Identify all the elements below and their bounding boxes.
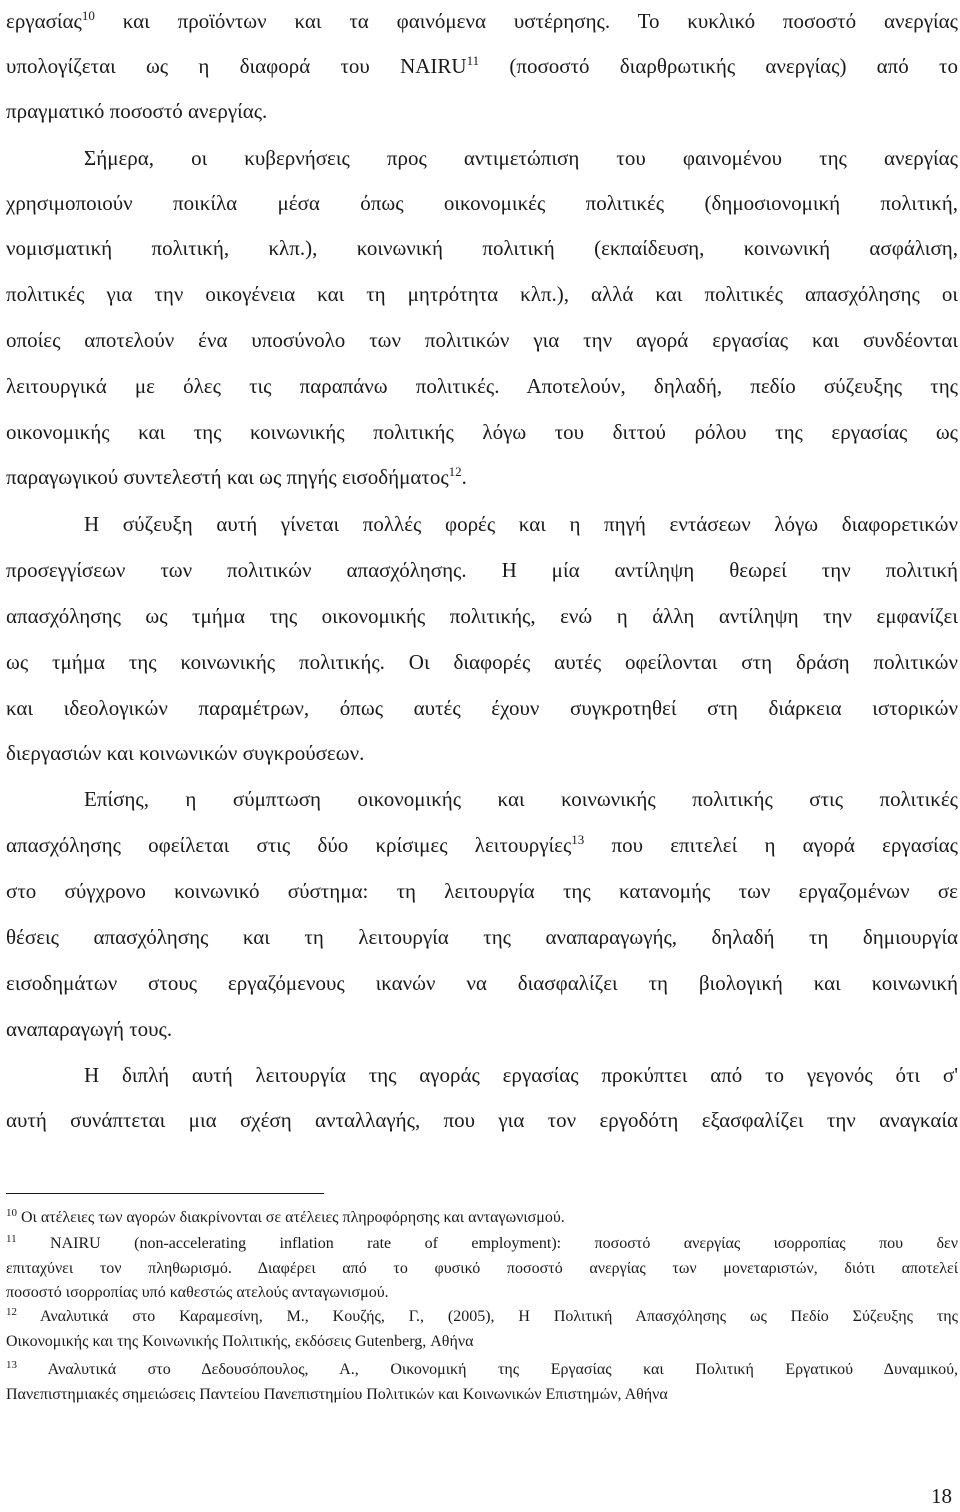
footnote-text: Αναλυτικά στο Δεδουσόπουλος, Α., Οικονομική της Εργασίας και Πολιτική Εργατικού Δυναμικού, [17,1361,958,1378]
body-text: παραγωγικού συντελεστή και ως πηγής εισοδήματος [6,465,449,489]
footnote-ref: 13 [571,832,585,847]
body-line: οποίες αποτελούν ένα υποσύνολο των πολιτικών για την αγορά εργασίας και συνδέονται [6,328,958,352]
footnote-line: ποσοστό ισορροπίας υπό καθεστώς ατελούς ανταγωνισμού. [6,1284,389,1301]
body-line [6,832,958,857]
footnote-marker: 12 [6,1306,17,1318]
body-line: και ιδεολογικών παραμέτρων, όπως αυτές έχουν συγκροτηθεί στη διάρκεια ιστορικών [6,696,958,720]
body-text: εργασίας [6,9,82,33]
page-number: 18 [931,1484,952,1508]
footnote-text: NAIRU (non-accelerating inflation rate of employment): ποσοστό ανεργίας ισορροπίας που δεν [16,1235,958,1252]
body-line [6,464,467,489]
body-line: προσεγγίσεων των πολιτικών απασχόλησης. Η μία αντίληψη θεωρεί την πολιτική [6,558,958,582]
footnote-text: Οι ατέλειες των αγορών διακρίνονται σε ατέλειες πληροφόρησης και ανταγωνισμού. [17,1209,565,1226]
footnote-ref: 10 [81,8,95,23]
footnote-separator [6,1193,324,1194]
body-line: οικονομικής και της κοινωνικής πολιτικής λόγω του διττού ρόλου της εργασίας ως [6,420,958,444]
footnote-marker: 10 [6,1207,17,1219]
footnote-ref: 12 [448,464,462,479]
body-line: εισοδημάτων στους εργαζόμενους ικανών να διασφαλίζει τη βιολογική και κοινωνική [6,971,958,995]
body-line: πολιτικές για την οικογένεια και τη μητρότητα κλπ.), αλλά και πολιτικές απασχόλησης οι [6,282,958,306]
body-text: (ποσοστό διαρθρωτικής ανεργίας) από το [479,54,958,78]
body-line: διεργασιών και κοινωνικών συγκρούσεων. [6,741,365,765]
body-line: πραγματικό ποσοστό ανεργίας. [6,99,268,123]
body-text: και προϊόντων και τα φαινόμενα υστέρησης. Το κυκλικό ποσοστό ανεργίας [94,9,958,33]
body-text: που επιτελεί η αγορά εργασίας [584,833,958,857]
footnote-10 [6,1207,565,1226]
body-line: Η διπλή αυτή λειτουργία της αγοράς εργασίας προκύπτει από το γεγονός ότι σ' [84,1063,958,1087]
footnote-line: Οικονομικής και της Κοινωνικής Πολιτικής, εκδόσεις Gutenberg, Αθήνα [6,1333,474,1350]
footnote-13 [6,1359,958,1378]
body-line: νομισματική πολιτική, κλπ.), κοινωνική πολιτική (εκπαίδευση, κοινωνική ασφάλιση, [6,236,958,260]
body-line: Σήμερα, οι κυβερνήσεις προς αντιμετώπιση του φαινομένου της ανεργίας [84,146,958,170]
footnote-line: Πανεπιστημιακές σημειώσεις Παντείου Πανεπιστημίου Πολιτικών και Κοινωνικών Επιστημών, Αθήνα [6,1386,668,1403]
body-line: χρησιμοποιούν ποικίλα μέσα όπως οικονομικές πολιτικές (δημοσιονομική πολιτική, [6,191,958,215]
body-line: απασχόλησης ως τμήμα της οικονομικής πολιτικής, ενώ η άλλη αντίληψη την εμφανίζει [6,604,958,628]
footnote-line: επιταχύνει τον πληθωρισμό. Διαφέρει από το φυσικό ποσοστό ανεργίας των μονεταριστών, διότι αποτελεί [6,1260,958,1277]
body-line: αυτή συνάπτεται μια σχέση ανταλλαγής, που για τον εργοδότη εξασφαλίζει την αναγκαία [6,1108,958,1132]
body-line: Επίσης, η σύμπτωση οικονομικής και κοινωνικής πολιτικής στις πολιτικές [84,787,958,811]
document-page [6,0,958,1512]
footnote-12 [6,1306,958,1325]
footnote-text: Αναλυτικά στο Καραμεσίνη, Μ., Κουζής, Γ., (2005), Η Πολιτική Απασχόλησης ως Πεδίο Σύζευξης της [17,1308,958,1325]
footnote-ref: 11 [466,53,480,68]
body-line: αναπαραγωγή τους. [6,1017,173,1041]
body-text: . [461,465,467,489]
footnote-marker: 11 [6,1233,17,1245]
body-line: λειτουργικά με όλες τις παραπάνω πολιτικές. Αποτελούν, δηλαδή, πεδίο σύζευξης της [6,374,958,398]
body-line [6,53,958,78]
body-text: απασχόλησης οφείλεται στις δύο κρίσιμες λειτουργίες [6,833,572,857]
body-line [6,8,958,33]
body-text: υπολογίζεται ως η διαφορά του NAIRU [6,54,467,78]
body-line: στο σύγχρονο κοινωνικό σύστημα: τη λειτουργία της κατανομής των εργαζομένων σε [6,879,958,903]
footnote-11 [6,1233,958,1252]
body-line: Η σύζευξη αυτή γίνεται πολλές φορές και η πηγή εντάσεων λόγω διαφορετικών [84,512,958,536]
body-line: θέσεις απασχόλησης και τη λειτουργία της αναπαραγωγής, δηλαδή τη δημιουργία [6,925,958,949]
footnote-marker: 13 [6,1359,17,1371]
body-line: ως τμήμα της κοινωνικής πολιτικής. Οι διαφορές αυτές οφείλονται στη δράση πολιτικών [6,650,958,674]
